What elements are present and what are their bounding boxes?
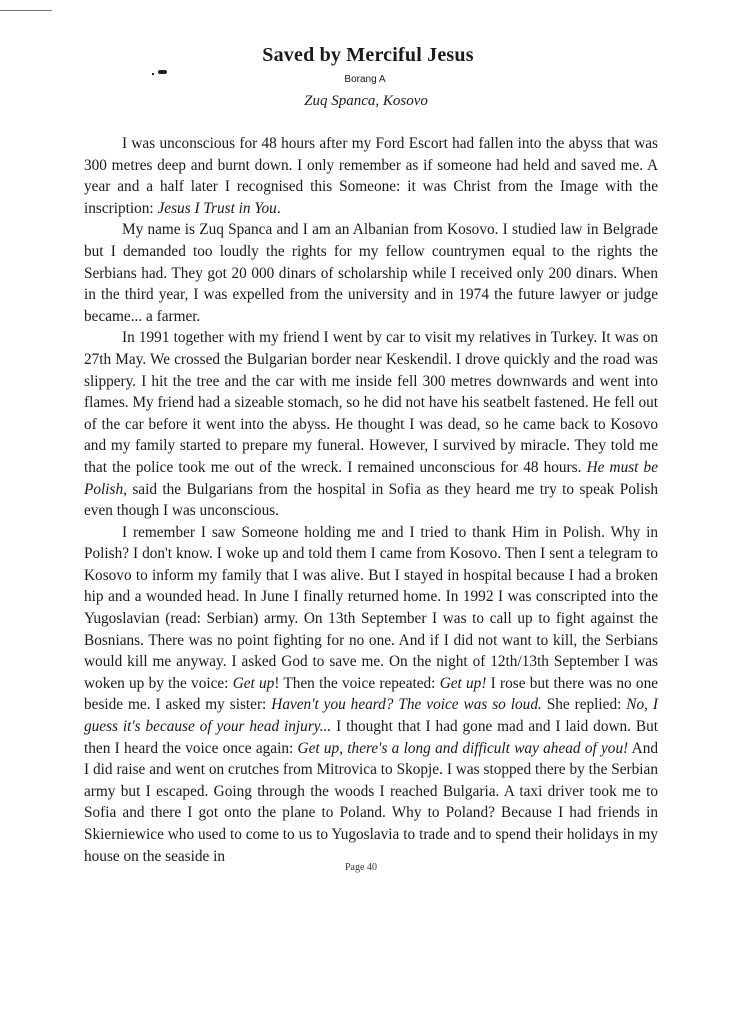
paragraph [84, 327, 658, 521]
text-run: And I did raise and went on crutches from Mitrovica to Skopje. I was stopped there by the Serbian army but I escaped. Going through the woods I reached Bulgaria. A taxi driver took me to Sofia and there I got onto the plane to Poland. Why to Poland? Because I had friends in Skierniewice who used to come to us to Yugoslavia to trade and to spend their holidays in my house on the seaside in [84, 739, 658, 865]
italic-run: He must be Polish, [84, 458, 658, 498]
scan-mark [0, 10, 52, 11]
article-author: Borang A [344, 74, 386, 85]
paragraph [84, 133, 658, 219]
text-run: I thought that I had gone mad and I laid down. But then I heard the voice once again: [84, 718, 658, 757]
page-number: Page 40 [345, 862, 377, 873]
italic-run: Haven't you heard? The voice was so loud. [271, 696, 542, 714]
text-run: I remember I saw Someone holding me and I tried to thank Him in Polish. Why in Polish? I don't know. I woke up and told them I came from Kosovo. Then I sent a telegram to Kosovo to inform my family that I was alive. But I stayed in hospital because I had a broken hip and a wounded head. In June I finally returned home. In 1992 I was conscripted into the Yugoslavian (read: Serbian) army. On 13th September I was to call up to fight against the Bosnians. There was no point fighting for no one. And if I did not want to kill, the Serbians would kill me anyway. I asked God to save me. On the night of 12th/13th September I was woken up by the voice: [84, 523, 658, 692]
italic-run: Get up [232, 674, 275, 692]
text-run: I was unconscious for 48 hours after my Ford Escort had fallen into the abyss that was 300 metres deep and burnt down. I only remember as if someone had held and saved me. A year and a half later I recognised this Someone: it was Christ from the Image with the inscription: [84, 135, 658, 217]
paragraph [84, 522, 658, 868]
paragraph [84, 219, 658, 327]
text-run: My name is Zuq Spanca and I am an Albanian from Kosovo. I studied law in Belgrade but I demanded too loudly the rights for my fellow countrymen equal to the rights the Serbians had. They got 20 000 dinars of scholarship while I received only 200 dinars. When in the third year, I was expelled from the university and in 1974 the future lawyer or judge became... a farmer. [84, 221, 658, 325]
text-run: In 1991 together with my friend I went by car to visit my relatives in Turkey. It was on 27th May. We crossed the Bulgarian border near Keskendil. I drove quickly and the road was slippery. I hit the tree and the car with me inside fell 300 metres downwards and went into flames. My friend had a sizeable stomach, so he did not have his seatbelt fastened. He fell out of the car before it went into the abyss. He thought I was dead, so he came back to Kosovo and my family started to prepare my funeral. However, I survived by miracle. They told me that the police took me out of the wreck. I remained unconscious for 48 hours. [84, 329, 658, 476]
text-run: I rose but there was no one beside me. I asked my sister: [84, 674, 659, 714]
italic-run: No, I guess it's because of your head injury... [84, 696, 659, 736]
text-run: . [276, 199, 281, 217]
italic-run: Get up, there's a long and difficult way ahead of you! [297, 739, 629, 757]
article-body [84, 133, 658, 867]
article-location: Zuq Spanca, Kosovo [304, 93, 428, 109]
italic-run: Jesus I Trust in You [157, 199, 277, 217]
italic-run: Get up! [439, 674, 487, 692]
text-run: She replied: [541, 696, 627, 714]
text-run: said the Bulgarians from the hospital in Sofia as they heard me try to speak Polish even though I was unconscious. [84, 480, 658, 520]
text-run: ! Then the voice repeated: [274, 674, 440, 692]
article-title: Saved by Merciful Jesus [262, 44, 474, 66]
